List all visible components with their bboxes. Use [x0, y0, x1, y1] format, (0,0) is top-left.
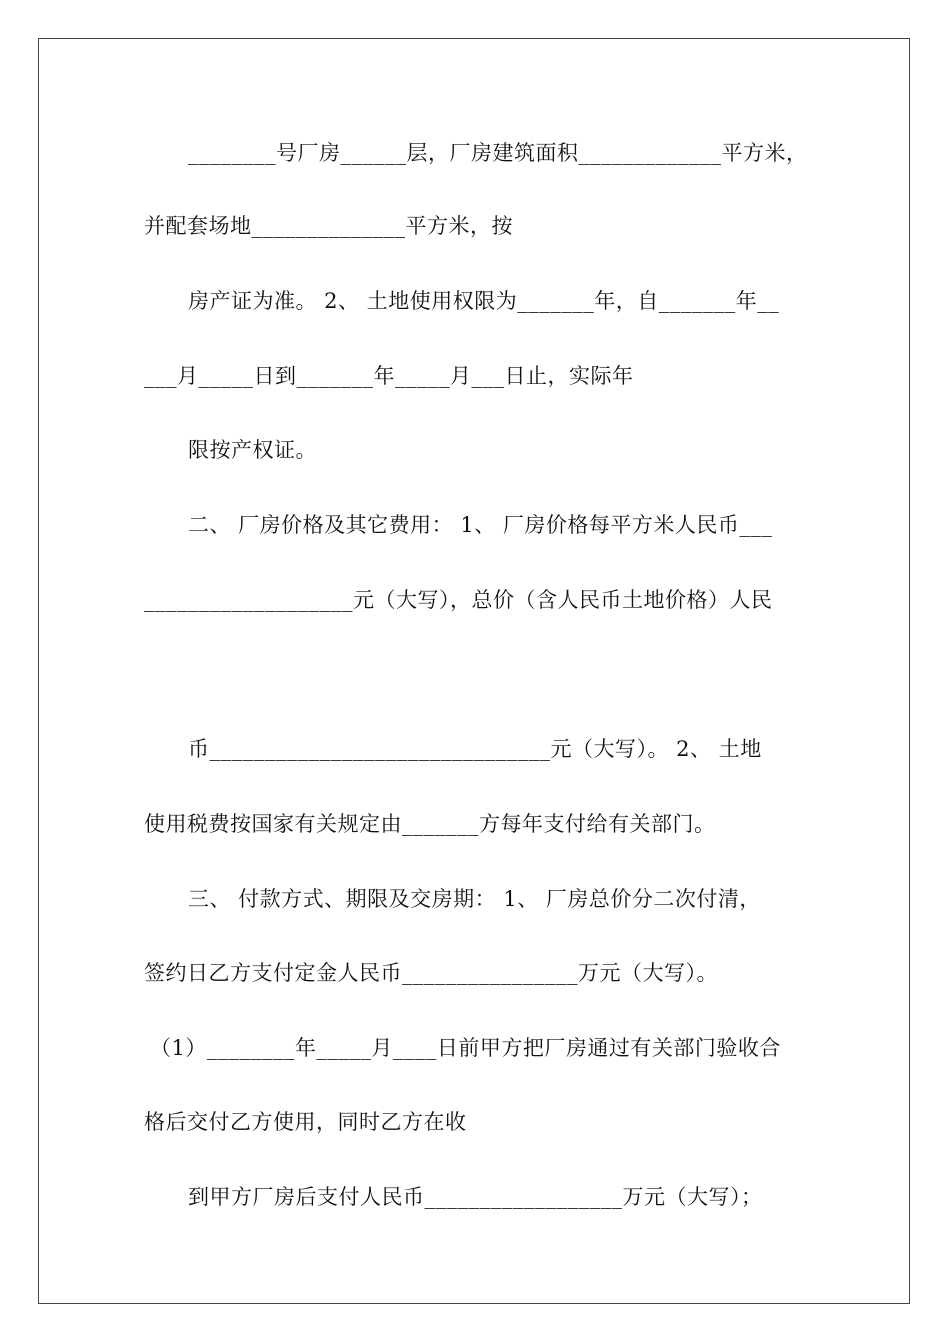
text-line-5: 限按产权证。: [188, 438, 317, 462]
text-line-6: 二、 厂房价格及其它费用： 1、 厂房价格每平方米人民币___: [188, 513, 773, 537]
text-line-11: 签约日乙方支付定金人民币________________万元（大写）。: [144, 961, 718, 985]
text-line-9: 使用税费按国家有关规定由_______方每年支付给有关部门。: [144, 812, 716, 836]
text-line-8: 币_______________________________元（大写）。 2、 土地: [188, 737, 762, 761]
text-line-12: （1）________年_____月____日前甲方把厂房通过有关部门验收合: [150, 1036, 781, 1060]
text-line-2: 并配套场地______________平方米，按: [144, 214, 513, 238]
text-line-4: ___月_____日到_______年_____月___日止，实际年: [144, 364, 634, 388]
text-line-7: ___________________元（大写），总价（含人民币土地价格）人民: [144, 588, 773, 612]
text-line-10: 三、 付款方式、期限及交房期： 1、 厂房总价分二次付清，: [188, 887, 761, 911]
text-line-14: 到甲方厂房后支付人民币__________________万元（大写）；: [188, 1185, 763, 1209]
text-line-13: 格后交付乙方使用，同时乙方在收: [144, 1110, 467, 1134]
text-line-3: 房产证为准。 2、 土地使用权限为_______年，自_______年__: [188, 289, 780, 313]
text-line-1: ________号厂房______层，厂房建筑面积_____________平方米，: [188, 141, 808, 165]
